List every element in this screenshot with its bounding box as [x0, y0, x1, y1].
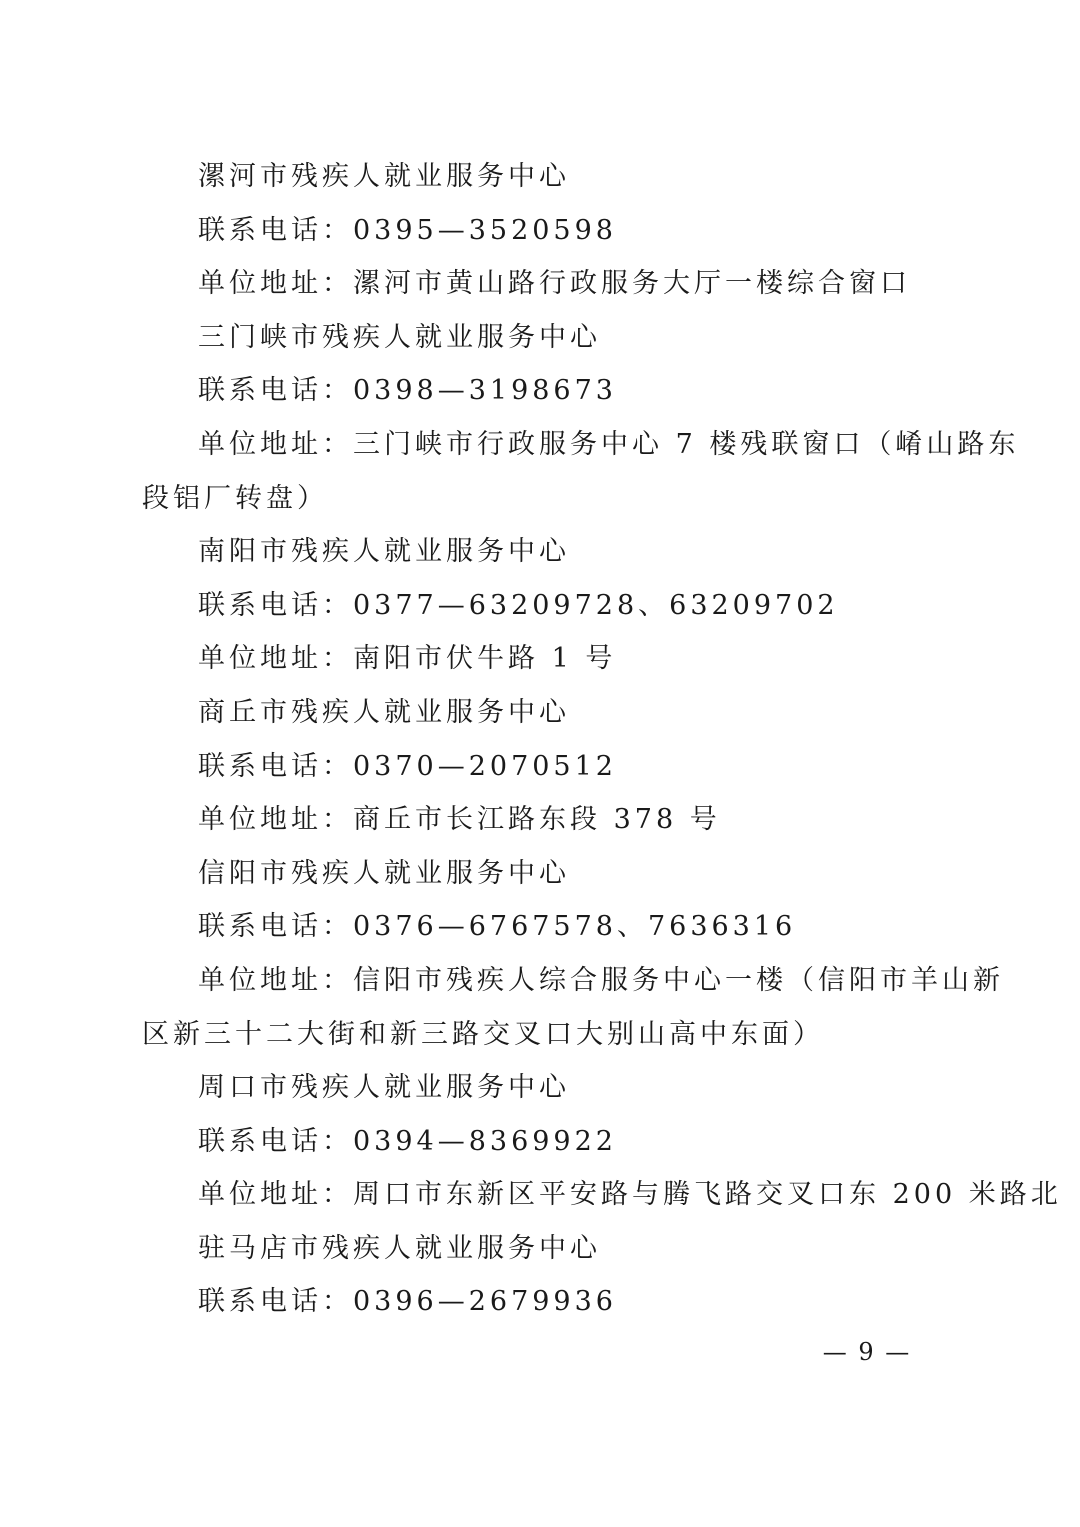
center-name-zhoukou: 周口市残疾人就业服务中心: [198, 1072, 570, 1104]
center-name-sanmenxia: 三门峡市残疾人就业服务中心: [198, 321, 601, 353]
center-name-xinyang: 信阳市残疾人就业服务中心: [198, 857, 570, 889]
phone-xinyang: 联系电话：0376—6767578、7636316: [198, 911, 797, 943]
address-shangqiu: 单位地址：商丘市长江路东段 378 号: [198, 804, 721, 836]
phone-sanmenxia: 联系电话：0398—3198673: [198, 375, 617, 407]
center-name-zhumadian: 驻马店市残疾人就业服务中心: [198, 1232, 601, 1264]
document-body: [142, 150, 1062, 1329]
address-xinyang: 单位地址：信阳市残疾人综合服务中心一楼（信阳市羊山新: [198, 964, 1004, 996]
address-luohe: 单位地址：漯河市黄山路行政服务大厅一楼综合窗口: [198, 268, 911, 300]
phone-shangqiu: 联系电话：0370—2070512: [198, 750, 617, 782]
phone-zhoukou: 联系电话：0394—8369922: [198, 1125, 617, 1157]
center-name-nanyang: 南阳市残疾人就业服务中心: [198, 536, 570, 568]
center-name-luohe: 漯河市残疾人就业服务中心: [198, 161, 570, 192]
address-sanmenxia: 单位地址：三门峡市行政服务中心 7 楼残联窗口（崤山路东: [198, 428, 1020, 460]
center-name-shangqiu: 商丘市残疾人就业服务中心: [198, 696, 570, 728]
page-number: — 9 —: [822, 1338, 912, 1366]
address-nanyang: 单位地址：南阳市伏牛路 1 号: [198, 643, 617, 675]
phone-zhumadian: 联系电话：0396—2679936: [198, 1286, 617, 1318]
phone-luohe: 联系电话：0395—3520598: [198, 214, 617, 246]
phone-nanyang: 联系电话：0377—63209728、63209702: [198, 589, 839, 621]
address-sanmenxia-continued: 段铝厂转盘）: [142, 482, 328, 514]
address-zhoukou: 单位地址：周口市东新区平安路与腾飞路交叉口东 200 米路北: [198, 1179, 1062, 1211]
address-xinyang-continued: 区新三十二大街和新三路交叉口大别山高中东面）: [142, 1018, 824, 1050]
